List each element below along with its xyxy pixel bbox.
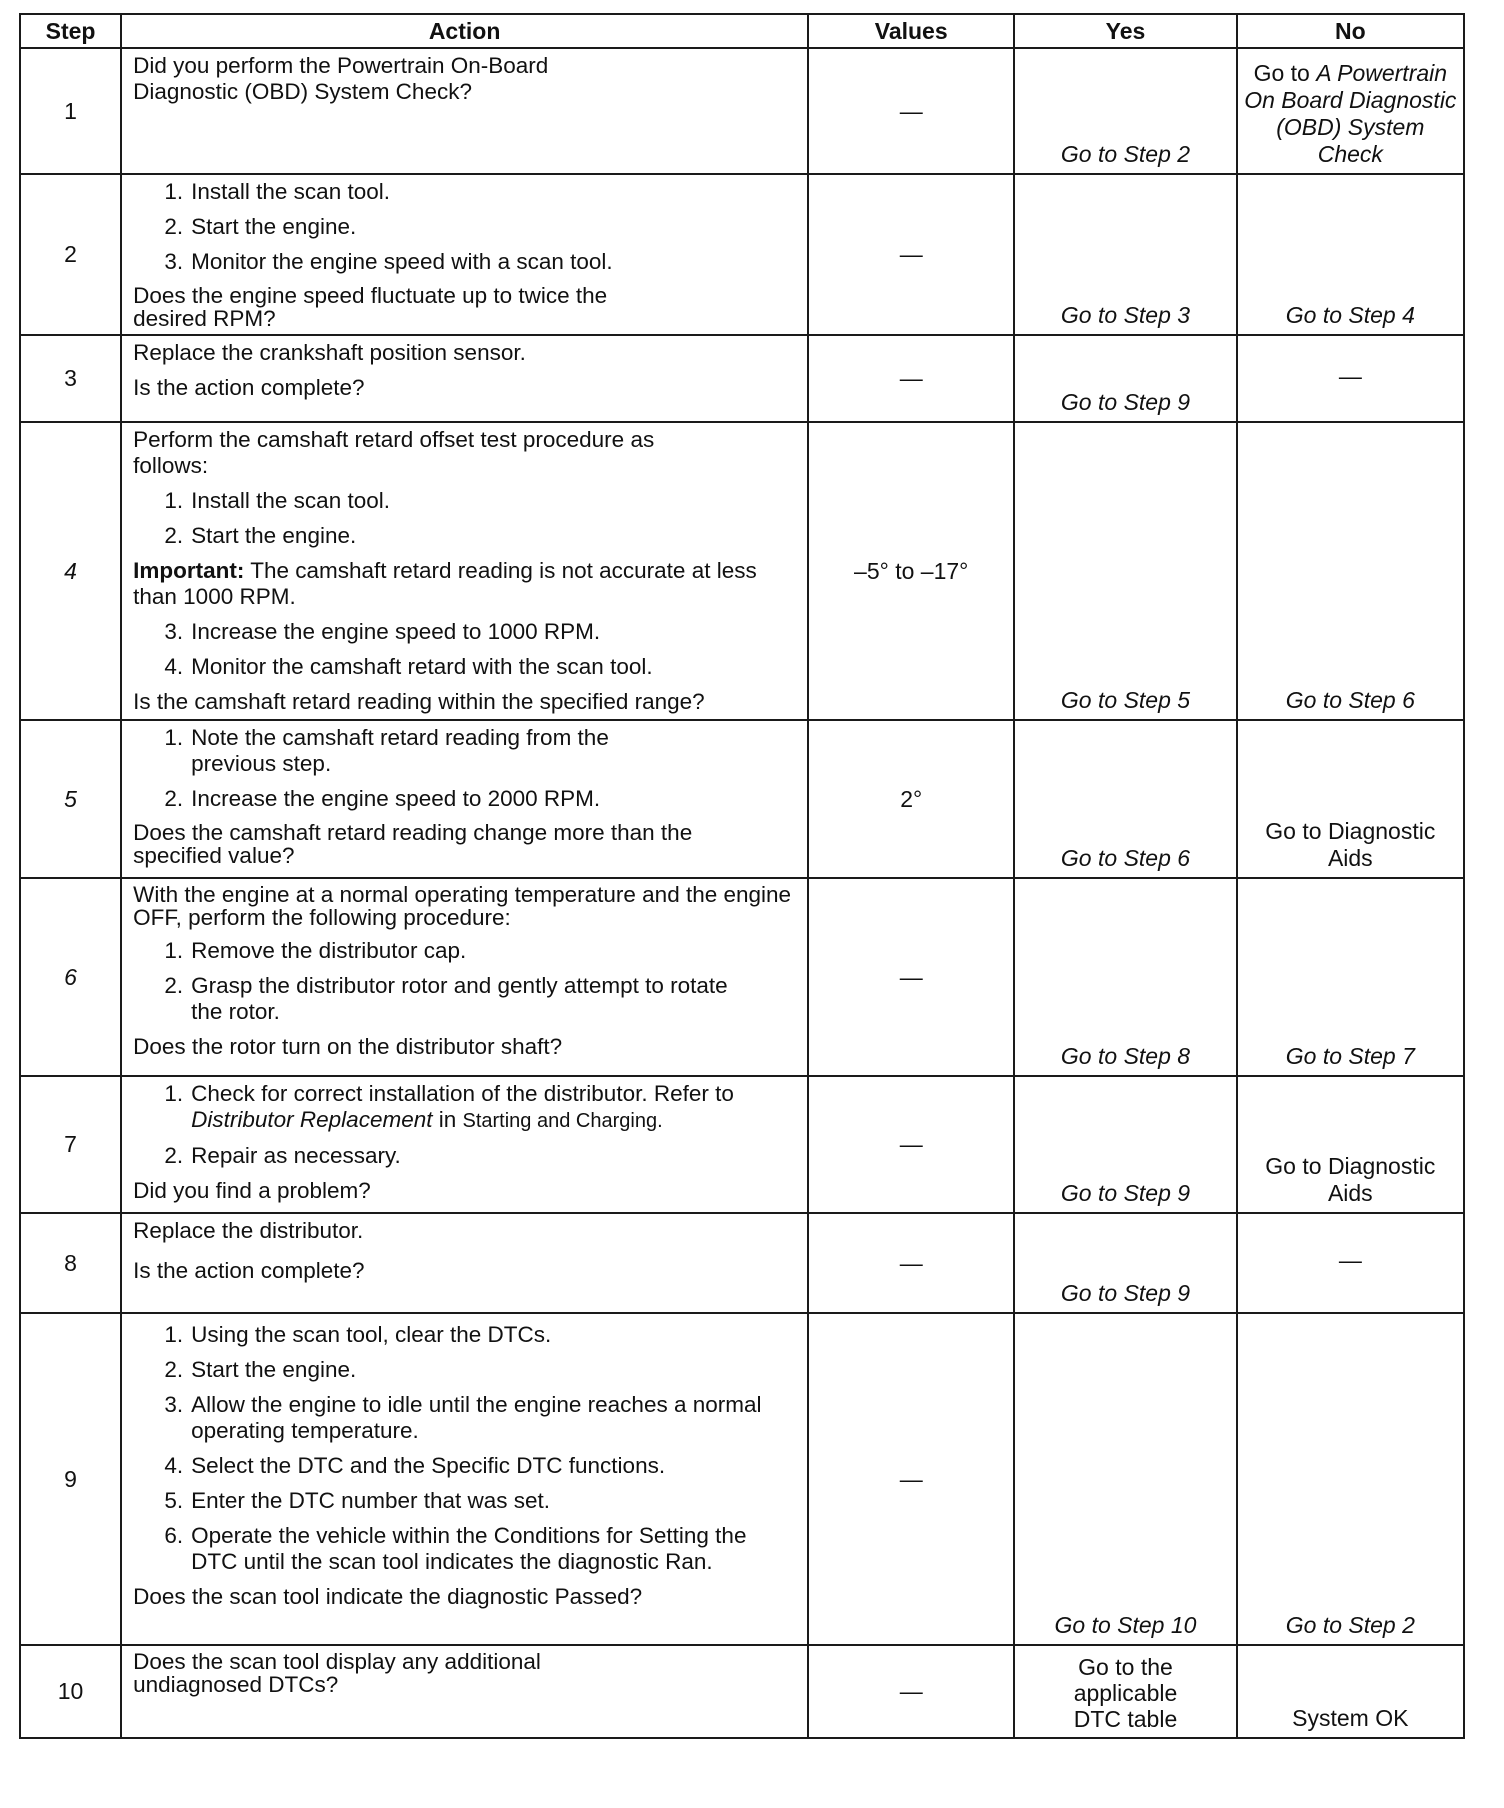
yes-cell: Go to Step 5 [1014, 422, 1236, 720]
header-row [20, 14, 1464, 48]
yes-cell: Go to Step 3 [1014, 174, 1236, 335]
procedure-list [133, 619, 799, 680]
no-cell: — [1237, 335, 1464, 422]
list-item: 3. Increase the engine speed to 1000 RPM. [164, 619, 601, 644]
action-question: Does the rotor turn on the distributor shaft? [133, 1034, 563, 1059]
action-cell [121, 878, 808, 1076]
list-item: 1. Install the scan tool. [164, 179, 390, 204]
no-cell: Go to Diagnostic Aids [1237, 1076, 1464, 1213]
table-row [20, 48, 1464, 174]
step-number: 9 [20, 1313, 121, 1645]
action-cell [121, 1213, 808, 1313]
table-row [20, 1213, 1464, 1313]
table-row [20, 720, 1464, 878]
important-note: Important: The camshaft retard reading is not accurate at less than 1000 RPM. [133, 558, 757, 609]
header-yes: Yes [1014, 14, 1236, 48]
values-cell: — [808, 878, 1014, 1076]
step-number: 5 [20, 720, 121, 878]
list-item: 2. Start the engine. [164, 523, 357, 548]
action-question: Is the camshaft retard reading within the specified range? [133, 689, 705, 714]
list-item: 2. Start the engine. [164, 1357, 357, 1382]
action-cell [121, 48, 808, 174]
list-item: 6. Operate the vehicle within the Conditions for Setting the DTC until the scan tool indicates the diagnostic Ran. [164, 1523, 747, 1574]
action-cell [121, 422, 808, 720]
values-cell: — [808, 1076, 1014, 1213]
action-cell [121, 720, 808, 878]
action-instruction: Replace the distributor. [133, 1218, 364, 1243]
no-cell: Go to Diagnostic Aids [1237, 720, 1464, 878]
action-instruction: Perform the camshaft retard offset test procedure as follows: [133, 427, 655, 478]
yes-cell: Go to the applicable DTC table [1014, 1645, 1236, 1738]
header-action: Action [121, 14, 808, 48]
no-cell [1237, 48, 1464, 174]
list-item: 1. Note the camshaft retard reading from the previous step. [164, 725, 609, 776]
list-item: 2. Increase the engine speed to 2000 RPM. [164, 786, 601, 811]
action-question: Does the scan tool display any additional undiagnosed DTCs? [133, 1649, 541, 1697]
action-cell [121, 1313, 808, 1645]
list-item: 4. Monitor the camshaft retard with the scan tool. [164, 654, 653, 679]
no-cell: — [1237, 1213, 1464, 1313]
step-number: 1 [20, 48, 121, 174]
reference-link[interactable]: Distributor Replacement [191, 1107, 433, 1132]
list-item: 3. Allow the engine to idle until the engine reaches a normal operating temperature. [164, 1392, 762, 1443]
table-row [20, 1645, 1464, 1738]
list-item: 1. Using the scan tool, clear the DTCs. [164, 1322, 552, 1347]
procedure-list [133, 1322, 783, 1575]
action-instruction: Replace the crankshaft position sensor. [133, 340, 526, 365]
header-values: Values [808, 14, 1014, 48]
list-item: 2. Repair as necessary. [164, 1143, 401, 1168]
table-row [20, 174, 1464, 335]
yes-cell: Go to Step 9 [1014, 1213, 1236, 1313]
procedure-list [133, 1081, 799, 1169]
action-question: Did you perform the Powertrain On-Board Diagnostic (OBD) System Check? [133, 53, 549, 104]
step-number: 6 [20, 878, 121, 1076]
values-cell: — [808, 1313, 1014, 1645]
procedure-list [133, 938, 733, 1025]
values-cell: –5° to –17° [808, 422, 1014, 720]
table-row [20, 878, 1464, 1076]
header-step: Step [20, 14, 121, 48]
procedure-list [133, 725, 693, 812]
yes-cell: Go to Step 2 [1014, 48, 1236, 174]
action-question: Is the action complete? [133, 1258, 365, 1283]
no-cell: System OK [1237, 1645, 1464, 1738]
action-question: Is the action complete? [133, 375, 365, 400]
action-instruction: With the engine at a normal operating temperature and the engine OFF, perform the following procedure: [133, 882, 792, 930]
table-row [20, 422, 1464, 720]
no-cell: Go to Step 2 [1237, 1313, 1464, 1645]
list-item: 4. Select the DTC and the Specific DTC functions. [164, 1453, 666, 1478]
action-cell [121, 1076, 808, 1213]
list-item: 1. Remove the distributor cap. [164, 938, 467, 963]
action-question: Does the scan tool indicate the diagnostic Passed? [133, 1584, 643, 1609]
step-number: 3 [20, 335, 121, 422]
action-question: Does the camshaft retard reading change more than the specified value? [133, 820, 693, 868]
list-item: 1. Install the scan tool. [164, 488, 390, 513]
values-cell: — [808, 1645, 1014, 1738]
list-item: 5. Enter the DTC number that was set. [164, 1488, 551, 1513]
values-cell: 2° [808, 720, 1014, 878]
action-question: Did you find a problem? [133, 1178, 371, 1203]
action-question: Does the engine speed fluctuate up to twice the desired RPM? [133, 283, 608, 331]
yes-cell: Go to Step 8 [1014, 878, 1236, 1076]
yes-cell: Go to Step 10 [1014, 1313, 1236, 1645]
no-cell: Go to Step 4 [1237, 174, 1464, 335]
step-number: 7 [20, 1076, 121, 1213]
table-row [20, 1313, 1464, 1645]
list-item: 3. Monitor the engine speed with a scan tool. [164, 249, 613, 274]
no-cell: Go to Step 6 [1237, 422, 1464, 720]
list-item: 2. Start the engine. [164, 214, 357, 239]
values-cell: — [808, 335, 1014, 422]
step-number: 8 [20, 1213, 121, 1313]
list-item: 1. Check for correct installation of the distributor. Refer to Distributor Replacement in Starting and Charging. [164, 1081, 734, 1132]
action-cell [121, 1645, 808, 1738]
no-link: A Powertrain On Board Diagnostic (OBD) System Check [1244, 60, 1457, 167]
yes-cell: Go to Step 9 [1014, 335, 1236, 422]
procedure-list [133, 488, 799, 549]
table-row [20, 1076, 1464, 1213]
table-row [20, 335, 1464, 422]
no-prefix: Go to [1253, 60, 1317, 86]
action-cell [121, 335, 808, 422]
procedure-list [133, 179, 799, 275]
no-cell: Go to Step 7 [1237, 878, 1464, 1076]
yes-cell: Go to Step 6 [1014, 720, 1236, 878]
step-number: 2 [20, 174, 121, 335]
yes-cell: Go to Step 9 [1014, 1076, 1236, 1213]
values-cell: — [808, 174, 1014, 335]
step-number: 4 [20, 422, 121, 720]
values-cell: — [808, 48, 1014, 174]
step-number: 10 [20, 1645, 121, 1738]
list-item: 2. Grasp the distributor rotor and gently attempt to rotate the rotor. [164, 973, 728, 1024]
diagnostic-table [19, 13, 1465, 1739]
action-cell [121, 174, 808, 335]
header-no: No [1237, 14, 1464, 48]
values-cell: — [808, 1213, 1014, 1313]
